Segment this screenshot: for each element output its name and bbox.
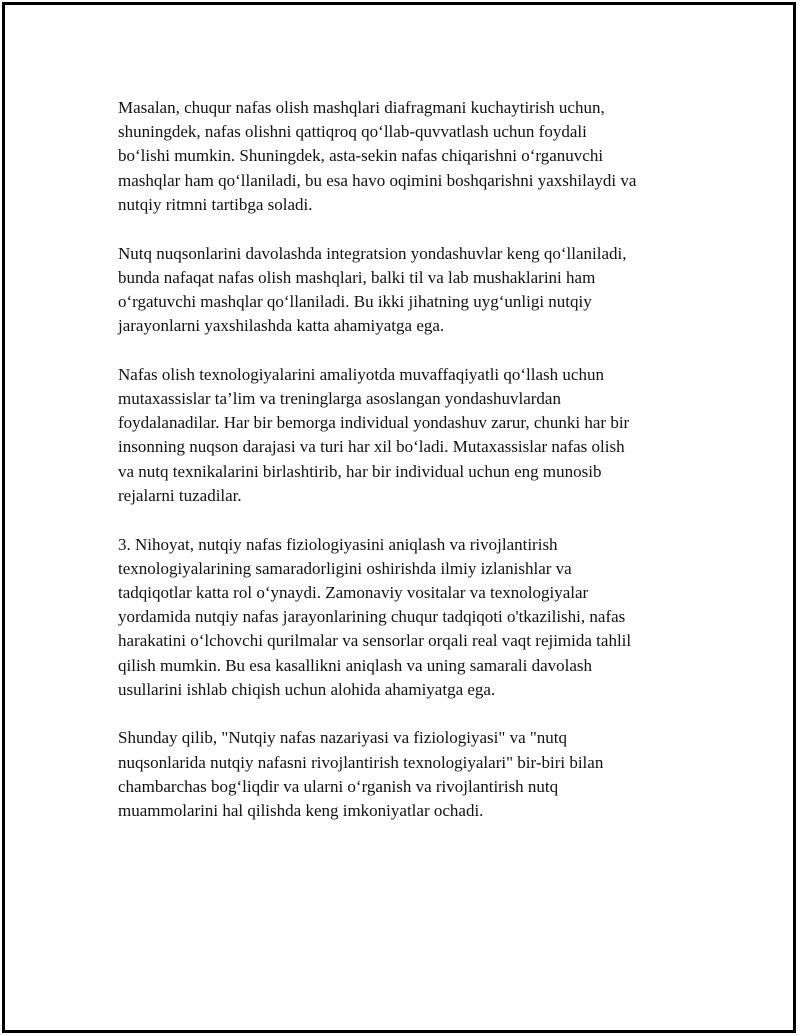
paragraph-research-role: 3. Nihoyat, nutqiy nafas fiziologiyasini aniqlash va rivojlantirish texnologiyalarining samaradorligini oshirishda ilmiy izlanishlar va tadqiqotlar katta rol o‘ynaydi. Zamonaviy vositalar va texnologiyalar yordamida nutqiy nafas jarayonlarining chuqur tadqiqoti o'tkazilishi, nafas harakatini o‘lchovchi qurilmalar va sensorlar orqali real vaqt rejimida tahlil qilish mumkin. Bu esa kasallikni aniqlash va uning samarali davolash usullarini ishlab chiqish uchun alohida ahamiyatga ega. <box>118 534 632 699</box>
paragraph-conclusion: Shunday qilib, "Nutqiy nafas nazariyasi va fiziologiyasi" va "nutq nuqsonlarida nutqiy nafasni rivojlantirish texnologiyalari" bir-biri bilan chambarchas bog‘liqdir va ularni o‘rganish va rivojlantirish nutq muammolarini hal qilishda keng imkoniyatlar ochadi. <box>118 728 604 821</box>
paragraph-integrative-approaches: Nutq nuqsonlarini davolashda integratsion yondashuvlar keng qo‘llaniladi, bunda nafaqat nafas olish mashqlari, balki til va lab mushaklarini ham o‘rgatuvchi mashqlar qo‘llaniladi. Bu ikki jihatning uyg‘unligi nutqiy jarayonlarni yaxshilashda katta ahamiyatga ega. <box>118 243 627 336</box>
paragraph-breathing-exercises: Masalan, chuqur nafas olish mashqlari diafragmani kuchaytirish uchun, shuningdek, nafas olishni qattiqroq qo‘llab-quvvatlash uchun foydali bo‘lishi mumkin. Shuningdek, asta-sekin nafas chiqarishni o‘rganuvchi mashqlar ham qo‘llaniladi, bu esa havo oqimini boshqarishni yaxshilaydi va nutqiy ritmni tartibga soladi. <box>118 98 637 214</box>
paragraph-practical-application: Nafas olish texnologiyalarini amaliyotda muvaffaqiyatli qo‘llash uchun mutaxassislar ta’lim va treninglarga asoslangan yondashuvlardan foydalanadilar. Har bir bemorga individual yondashuv zarur, chunki har bir insonning nuqson darajasi va turi har xil bo‘ladi. Mutaxassislar nafas olish va nutq texnikalarini birlashtirib, har bir individual uchun eng munosib rejalarni tuzadilar. <box>118 364 630 505</box>
document-body <box>118 96 698 848</box>
